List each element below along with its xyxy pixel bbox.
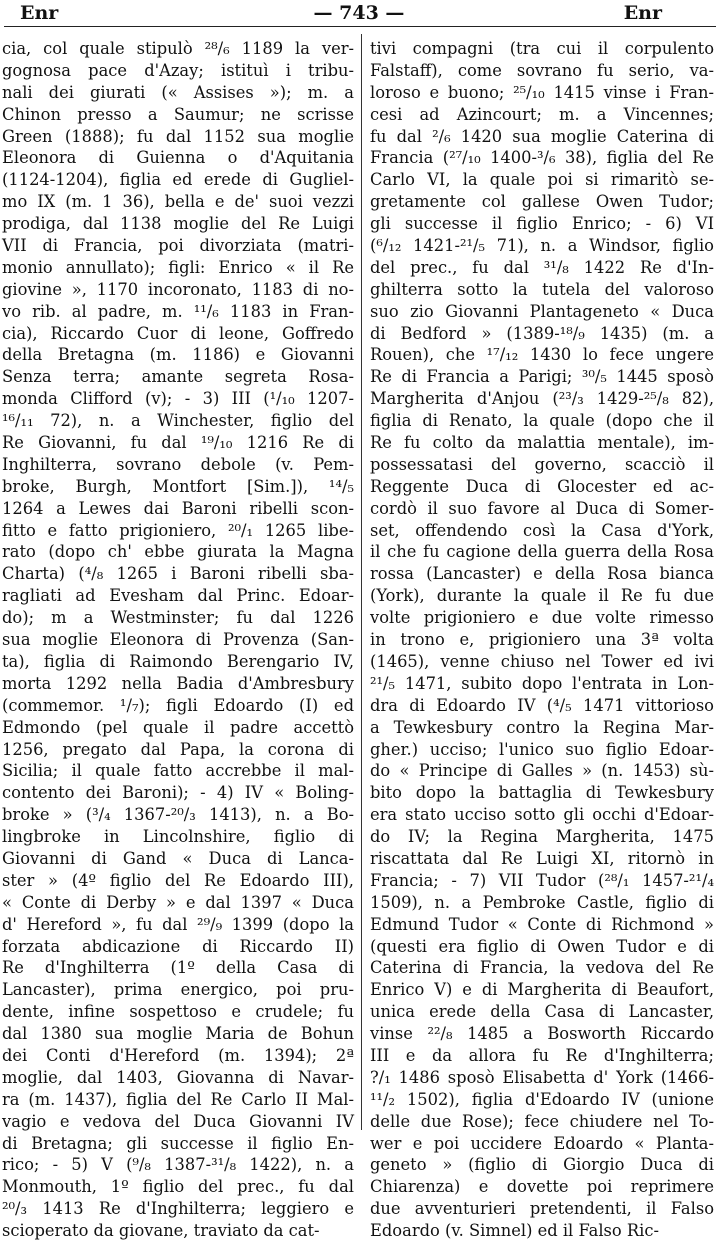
text-line: in trono e, prigioniero una 3ª volta [370, 630, 714, 650]
header-rule [4, 26, 716, 27]
text-line: ster » (4º figlio del Re Edoardo III), [2, 870, 354, 890]
text-line: possessatasi del governo, scacciò il [370, 454, 714, 474]
text-line: loroso e buono; ²⁵/₁₀ 1415 vinse i Fran- [370, 82, 714, 102]
text-line: VII di Francia, poi divorziata (matri- [2, 236, 354, 256]
text-line: Re Giovanni, fu dal ¹⁹/₁₀ 1216 Re di [2, 433, 354, 453]
text-line: cordò il suo favore al Duca di Somer- [370, 498, 714, 518]
text-line: gognosa pace d'Azay; istituì i tribu- [2, 60, 354, 80]
text-line: mo IX (m. 1 36), bella e de' suoi vezzi [2, 192, 354, 212]
left-column [2, 38, 354, 1241]
text-line: (questi era figlio di Owen Tudor e di [370, 936, 714, 956]
text-line: (1465), venne chiuso nel Tower ed ivi [370, 651, 714, 671]
text-line: dra di Edoardo IV (⁴/₅ 1471 vittorioso [370, 695, 714, 715]
text-line: monda Clifford (v); - 3) III (¹/₁₀ 1207- [2, 389, 354, 409]
text-line: Charta) (⁴/₈ 1265 i Baroni ribelli sba- [2, 564, 354, 584]
running-head-left: Enr [20, 2, 59, 24]
text-line: wer e poi uccidere Edoardo « Planta- [370, 1133, 714, 1153]
text-line: ra (m. 1437), figlia del Re Carlo II Mal- [2, 1089, 354, 1109]
text-line: « Conte di Derby » e dal 1397 « Duca [2, 892, 354, 912]
text-line: giovine », 1170 incoronato, 1183 di no- [2, 279, 354, 299]
text-line: Caterina di Francia, la vedova del Re [370, 958, 714, 978]
text-line: di Bedford » (1389-¹⁸/₉ 1435) (m. a [370, 323, 714, 343]
text-line: il che fu cagione della guerra della Rosa [370, 542, 714, 562]
text-line: volte prigioniero e due volte rimesso [370, 608, 714, 628]
column-divider [361, 34, 362, 1130]
text-line: Francia (²⁷/₁₀ 1400-³/₆ 38), figlia del Re [370, 148, 714, 168]
text-line: Inghilterra, sovrano debole (v. Pem- [2, 454, 354, 474]
text-line: broke » (³/₄ 1367-²⁰/₃ 1413), n. a Bo- [2, 805, 354, 825]
text-line: Re fu colto da malattia mentale), im- [370, 433, 714, 453]
text-line: lingbroke in Lincolnshire, figlio di [2, 827, 354, 847]
text-line: figlia di Renato, la quale (dopo che il [370, 411, 714, 431]
text-line: Edmund Tudor « Conte di Richmond » [370, 914, 714, 934]
text-line: geneto » (figlio di Giorgio Duca di [370, 1155, 714, 1175]
text-line: (commemor. ¹/₇); figli Edoardo (I) ed [2, 695, 354, 715]
text-line: 1256, pregato dal Papa, la corona di [2, 739, 354, 759]
text-line: riscattata dal Re Luigi XI, ritornò in [370, 848, 714, 868]
text-line: Chiarenza) e dovette poi reprimere [370, 1177, 714, 1197]
text-line: ²¹/₅ 1471, subito dopo l'entrata in Lon- [370, 673, 714, 693]
text-line: ghilterra sotto la tutela del valoroso [370, 279, 714, 299]
text-line: due avventurieri pretendenti, il Falso [370, 1199, 714, 1219]
text-line: cia), Riccardo Cuor di leone, Goffredo [2, 323, 354, 343]
text-line: rico; - 5) V (⁹/₈ 1387-³¹/₈ 1422), n. a [2, 1155, 354, 1175]
page-number: — 743 — [313, 2, 405, 24]
text-line: do IV; la Regina Margherita, 1475 [370, 827, 714, 847]
text-line: (⁶/₁₂ 1421-²¹/₅ 71), n. a Windsor, figlio [370, 236, 714, 256]
running-head-right: Enr [623, 2, 662, 24]
text-line: nali dei giurati (« Assises »); m. a [2, 82, 354, 102]
text-line: ?/₁ 1486 sposò Elisabetta d' York (1466- [370, 1067, 714, 1087]
text-line: ¹¹/₂ 1502), figlia d'Edoardo IV (unione [370, 1089, 714, 1109]
text-line: era stato ucciso sotto gli occhi d'Edoar- [370, 805, 714, 825]
text-line: morta 1292 nella Badia d'Ambresbury [2, 673, 354, 693]
text-line: a Tewkesbury contro la Regina Mar- [370, 717, 714, 737]
text-line: do); m a Westminster; fu dal 1226 [2, 608, 354, 628]
text-line: 1264 a Lewes dai Baroni ribelli scon- [2, 498, 354, 518]
text-line: fu dal ²/₆ 1420 sua moglie Caterina di [370, 126, 714, 146]
text-line: Lancaster), prima energico, poi pru- [2, 980, 354, 1000]
text-line: do « Principe di Galles » (n. 1453) sù- [370, 761, 714, 781]
text-line: rossa (Lancaster) e della Rosa bianca [370, 564, 714, 584]
text-line: dal 1380 sua moglie Maria de Bohun [2, 1024, 354, 1044]
text-line: Francia; - 7) VII Tudor (²⁸/₁ 1457-²¹/₄ [370, 870, 714, 890]
text-line: forzata abdicazione di Riccardo II) [2, 936, 354, 956]
text-line: Eleonora di Guienna o d'Aquitania [2, 148, 354, 168]
text-line: Edmondo (pel quale il padre accettò [2, 717, 354, 737]
text-line: Enrico V) e di Margherita di Beaufort, [370, 980, 714, 1000]
page-header [0, 0, 718, 26]
text-line: vo rib. al padre, m. ¹¹/₆ 1183 in Fran- [2, 301, 354, 321]
text-line: cesi ad Azincourt; m. a Vincennes; [370, 104, 714, 124]
text-line: del prec., fu dal ³¹/₈ 1422 Re d'In- [370, 257, 714, 277]
text-line: ragliati ad Evesham dal Princ. Edoar- [2, 586, 354, 606]
text-line: Re d'Inghilterra (1º della Casa di [2, 958, 354, 978]
text-line: vagio e vedova del Duca Giovanni IV [2, 1111, 354, 1131]
text-line: Monmouth, 1º figlio del prec., fu dal [2, 1177, 354, 1197]
text-line: (York), durante la quale il Re fu due [370, 586, 714, 606]
text-line: monio annullato); figli: Enrico « il Re [2, 257, 354, 277]
text-line: ¹⁶/₁₁ 72), n. a Winchester, figlio del [2, 411, 354, 431]
text-line: vinse ²²/₈ 1485 a Bosworth Riccardo [370, 1024, 714, 1044]
text-line: suo zio Giovanni Plantageneto « Duca [370, 301, 714, 321]
text-line: gher.) ucciso; l'unico suo figlio Edoar- [370, 739, 714, 759]
right-column [370, 38, 714, 1241]
text-line: Edoardo (v. Simnel) ed il Falso Ric- [370, 1221, 659, 1241]
text-line: dente, infine sospettoso e crudele; fu [2, 1002, 354, 1022]
text-line: ²⁰/₃ 1413 Re d'Inghilterra; leggiero e [2, 1199, 354, 1219]
text-line: Green (1888); fu dal 1152 sua moglie [2, 126, 354, 146]
text-line: gli successe il figlio Enrico; - 6) VI [370, 214, 714, 234]
text-line: rato (dopo ch' ebbe giurata la Magna [2, 542, 354, 562]
text-line: Re di Francia a Parigi; ³⁰/₅ 1445 sposò [370, 367, 714, 387]
text-line: Margherita d'Anjou (²³/₃ 1429-²⁵/₈ 82), [370, 389, 714, 409]
text-line: di Bretagna; gli successe il figlio En- [2, 1133, 354, 1153]
text-line: Rouen), che ¹⁷/₁₂ 1430 lo fece ungere [370, 345, 714, 365]
text-line: tivi compagni (tra cui il corpulento [370, 39, 714, 58]
text-line: Falstaff), come sovrano fu serio, va- [370, 60, 714, 80]
text-line: set, offendendo così la Casa d'York, [370, 520, 714, 540]
text-line: unica erede della Casa di Lancaster, [370, 1002, 714, 1022]
text-line: sua moglie Eleonora di Provenza (San- [2, 630, 354, 650]
text-line: 1509), n. a Pembroke Castle, figlio di [370, 892, 714, 912]
text-line: dei Conti d'Hereford (m. 1394); 2ª [2, 1045, 354, 1065]
text-line: moglie, dal 1403, Giovanna di Navar- [2, 1067, 354, 1087]
text-line: Chinon presso a Saumur; ne scrisse [2, 104, 354, 124]
text-line: cia, col quale stipulò ²⁸/₆ 1189 la ver- [2, 39, 354, 58]
text-line: della Bretagna (m. 1186) e Giovanni [2, 345, 354, 365]
text-line: contento dei Baroni); - 4) IV « Boling- [2, 783, 354, 803]
text-line: scioperato da giovane, traviato da cat- [2, 1221, 320, 1241]
text-line: d' Hereford », fu dal ²⁹/₉ 1399 (dopo la [2, 914, 354, 934]
text-line: fitto e fatto prigioniero, ²⁰/₁ 1265 libe- [2, 520, 354, 540]
text-line: (1124-1204), figlia ed erede di Gugliel- [2, 170, 354, 190]
text-line: III e da allora fu Re d'Inghilterra; [370, 1045, 714, 1065]
text-line: Giovanni di Gand « Duca di Lanca- [2, 848, 354, 868]
text-line: Senza terra; amante segreta Rosa- [2, 367, 354, 387]
text-line: Carlo VI, la quale poi si rimaritò se- [370, 170, 714, 190]
text-line: Sicilia; il quale fatto accrebbe il mal- [2, 761, 354, 781]
text-line: prodiga, dal 1138 moglie del Re Luigi [2, 214, 354, 234]
text-line: Reggente Duca di Glocester ed ac- [370, 476, 714, 496]
text-line: ta), figlia di Raimondo Berengario IV, [2, 651, 354, 671]
text-line: broke, Burgh, Montfort [Sim.]), ¹⁴/₅ [2, 476, 354, 496]
text-line: delle due Rose); fece chiudere nel To- [370, 1111, 714, 1131]
text-line: gretamente col gallese Owen Tudor; [370, 192, 714, 212]
text-line: bito dopo la battaglia di Tewkesbury [370, 783, 714, 803]
